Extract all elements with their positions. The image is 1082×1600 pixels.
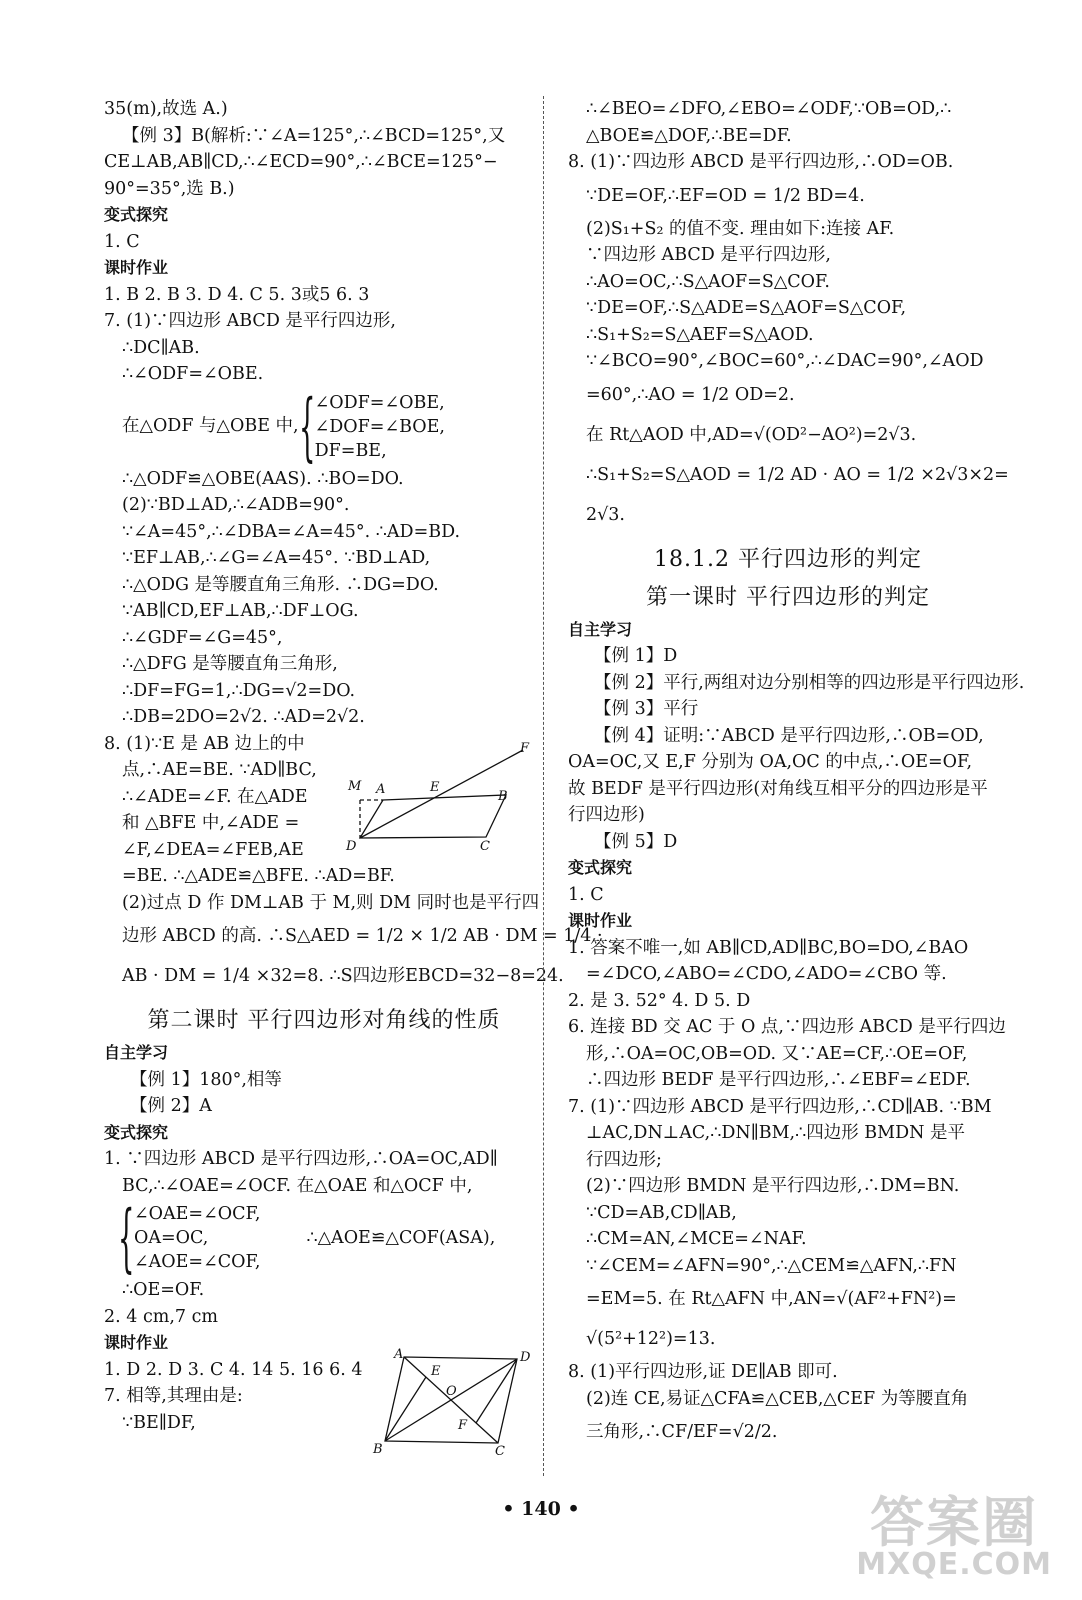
text-line: 形,∴OA=OC,OB=OD. 又∵AE=CF,∴OE=OF, xyxy=(586,1043,968,1064)
text-line: 2. 4 cm,7 cm xyxy=(104,1306,219,1327)
text-line: CE⊥AB,AB∥CD,∴∠ECD=90°,∴∠BCE=125°− xyxy=(104,152,498,172)
equation: ∠DOF=∠BOE, xyxy=(314,416,445,437)
text-line: 和 △BFE 中,∠ADE = xyxy=(122,813,300,833)
text-line: ∴DC∥AB. xyxy=(122,337,200,358)
point-label: E xyxy=(431,1364,441,1379)
text-line: (2)连 CE,易证△CFA≌△CEB,△CEF 为等腰直角 xyxy=(586,1388,969,1409)
text-line: ∴AO=OC,∴S△AOF=S△COF. xyxy=(586,271,830,292)
point-label: B xyxy=(373,1442,383,1457)
text-line: OA=OC,又 E,F 分别为 OA,OC 的中点,∴OE=OF, xyxy=(568,752,973,772)
text-line: (2)过点 D 作 DM⊥AB 于 M,则 DM 同时也是平行四 xyxy=(122,892,540,913)
text-line: 1. C xyxy=(568,884,604,905)
equation-system xyxy=(104,383,544,470)
text-line: 1. C xyxy=(104,231,140,252)
text-line: 7. (1)∵四边形 ABCD 是平行四边形, xyxy=(104,311,396,331)
point-label: A xyxy=(394,1347,404,1362)
text-line: 1. 答案不唯一,如 AB∥CD,AD∥BC,BO=DO,∠BAO xyxy=(568,937,969,958)
text-line: (2)∵BD⊥AD,∴∠ADB=90°. xyxy=(122,495,350,515)
lesson-title: 第二课时 平行四边形对角线的性质 xyxy=(147,1008,501,1033)
point-label: B xyxy=(498,789,508,804)
text-line: 点,∴AE=BE. ∵AD∥BC, xyxy=(122,760,317,780)
text-line: 1. B 2. B 3. D 4. C 5. 3或5 6. 3 xyxy=(104,284,370,305)
text-line: =∠DCO,∠ABO=∠CDO,∠ADO=∠CBO 等. xyxy=(586,964,947,984)
point-label: F xyxy=(458,1418,468,1433)
text-line: 1. D 2. D 3. C 4. 14 5. 16 6. 4 xyxy=(104,1359,363,1380)
text-line: =EM=5. 在 Rt△AFN 中,AN=√(AF²+FN²)= xyxy=(586,1289,957,1309)
point-label: C xyxy=(495,1444,505,1459)
text-line: ∵DE=OF,∴EF=OD = 1/2 BD=4. xyxy=(586,185,865,206)
watermark-text: MXQE.COM xyxy=(856,1547,1052,1582)
point-label: A xyxy=(376,782,386,797)
column-divider xyxy=(543,96,544,1476)
text-line: 行四边形; xyxy=(586,1149,662,1170)
text-line: 【例 3】平行 xyxy=(594,699,699,719)
text-line: AB · DM = 1/4 ×32=8. ∴S四边形EBCD=32−8=24. xyxy=(122,966,564,986)
text-line: 故 BEDF 是平行四边形(对角线互相平分的四边形是平 xyxy=(568,778,988,799)
text-line: ∴S₁+S₂=S△AEF=S△AOD. xyxy=(586,324,814,345)
text-line: 【例 2】平行,两组对边分别相等的四边形是平行四边形. xyxy=(594,672,1025,693)
point-label: D xyxy=(520,1350,531,1365)
text-line: ∵∠A=45°,∴∠DBA=∠A=45°. ∴AD=BD. xyxy=(122,521,461,542)
watermark-text: 答案圈 xyxy=(870,1491,1039,1554)
text-line: 行四边形) xyxy=(568,805,645,825)
text-line: ∵CD=AB,CD∥AB, xyxy=(586,1202,737,1223)
equation: ∠ODF=∠OBE, xyxy=(314,392,445,413)
text-line: BC,∴∠OAE=∠OCF. 在△OAE 和△OCF 中, xyxy=(122,1175,473,1196)
parallelogram-figure-2 xyxy=(370,1345,540,1465)
text-line: 8. (1)平行四边形,证 DE∥AB 即可. xyxy=(568,1362,838,1382)
text-line: 边形 ABCD 的高. ∴S△AED = 1/2 × 1/2 AB · DM = 1/4 · xyxy=(122,926,603,946)
text-line: 2√3. xyxy=(586,504,625,525)
text-line: ∴∠BEO=∠DFO,∠EBO=∠ODF,∵OB=OD,∴ xyxy=(586,99,952,119)
text-line: 90°=35°,选 B.) xyxy=(104,178,235,199)
section-heading: 变式探究 xyxy=(568,858,633,877)
point-label: M xyxy=(348,779,362,794)
text-line: ∵AB∥CD,EF⊥AB,∴DF⊥OG. xyxy=(122,601,359,621)
text-line: 在△ODF 与△OBE 中, xyxy=(122,416,299,437)
page-number: • 140 • xyxy=(502,1498,580,1520)
text-line: 8. (1)∵四边形 ABCD 是平行四边形,∴OD=OB. xyxy=(568,152,954,172)
text-line: ∴OE=OF. xyxy=(122,1280,205,1300)
brace-icon: { xyxy=(298,383,316,470)
chapter-title: 18.1.2 平行四边形的判定 xyxy=(654,546,922,572)
text-line: 【例 2】A xyxy=(130,1096,212,1116)
point-label: D xyxy=(346,839,357,854)
equation-system xyxy=(104,1195,544,1281)
text-line: ∴S₁+S₂=S△AOD = 1/2 AD · AO = 1/2 ×2√3×2= xyxy=(586,464,1009,485)
text-line: ∴∠ODF=∠OBE. xyxy=(122,364,264,384)
text-line: 在 Rt△AOD 中,AD=√(OD²−AO²)=2√3. xyxy=(586,424,917,445)
text-line: ∴△DFG 是等腰直角三角形, xyxy=(122,654,338,674)
text-line: ∴∠ADE=∠F. 在△ADE xyxy=(122,786,308,807)
text-line: ∵DE=OF,∴S△ADE=S△AOF=S△COF, xyxy=(586,298,907,318)
section-heading: 课时作业 xyxy=(568,911,633,930)
text-line: 【例 3】B(解析:∵∠A=125°,∴∠BCD=125°,又 xyxy=(122,125,506,146)
text-line: ⊥AC,DN⊥AC,∴DN∥BM,∴四边形 BMDN 是平 xyxy=(586,1123,965,1143)
text-line: 8. (1)∵E 是 AB 边上的中 xyxy=(104,733,305,754)
text-line: ∴△AOE≌△COF(ASA), xyxy=(306,1227,496,1248)
text-line: ∴CM=AN,∠MCE=∠NAF. xyxy=(586,1229,807,1249)
text-line: =BE. ∴△ADE≌△BFE. ∴AD=BF. xyxy=(122,866,395,886)
section-heading: 课时作业 xyxy=(104,1333,169,1352)
text-line: 三角形,∴CF/EF=√2/2. xyxy=(586,1422,778,1442)
text-line: ∴△ODF≌△OBE(AAS). ∴BO=DO. xyxy=(122,468,404,489)
point-label: F xyxy=(520,741,530,756)
brace-icon: { xyxy=(118,1195,135,1281)
text-line: (2)∵四边形 BMDN 是平行四边形,∴DM=BN. xyxy=(586,1176,960,1196)
section-heading: 自主学习 xyxy=(104,1043,169,1062)
text-line: ∵∠CEM=∠AFN=90°,∴△CEM≌△AFN,∴FN xyxy=(586,1255,957,1276)
text-line: √(5²+12²)=13. xyxy=(586,1329,716,1349)
point-label: O xyxy=(446,1384,457,1399)
text-line: ∴DB=2DO=2√2. ∴AD=2√2. xyxy=(122,707,365,727)
point-label: C xyxy=(480,839,490,854)
text-line: 【例 1】180°,相等 xyxy=(130,1069,282,1090)
text-line: 6. 连接 BD 交 AC 于 O 点,∵四边形 ABCD 是平行四边 xyxy=(568,1017,1006,1037)
equation: ∠OAE=∠OCF, xyxy=(134,1204,261,1224)
section-heading: 课时作业 xyxy=(104,258,169,277)
text-line: ∵四边形 ABCD 是平行四边形, xyxy=(586,245,831,265)
text-line: =60°,∴AO = 1/2 OD=2. xyxy=(586,384,795,405)
section-heading: 变式探究 xyxy=(104,205,169,224)
text-line: ∴四边形 BEDF 是平行四边形,∴∠EBF=∠EDF. xyxy=(586,1070,971,1090)
text-line: ∵∠BCO=90°,∠BOC=60°,∴∠DAC=90°,∠AOD xyxy=(586,351,984,371)
text-line: 7. (1)∵四边形 ABCD 是平行四边形,∴CD∥AB. ∵BM xyxy=(568,1096,992,1117)
section-heading: 自主学习 xyxy=(568,619,633,639)
watermark-logo xyxy=(856,1491,1052,1582)
text-line: ∴△ODG 是等腰直角三角形. ∴DG=DO. xyxy=(122,574,439,595)
text-line: ∠F,∠DEA=∠FEB,AE xyxy=(122,839,304,860)
text-line: 1. ∵四边形 ABCD 是平行四边形,∴OA=OC,AD∥ xyxy=(104,1149,498,1169)
equation: ∠AOE=∠COF, xyxy=(134,1252,261,1272)
text-line: ∵BE∥DF, xyxy=(122,1412,196,1433)
text-line: 2. 是 3. 52° 4. D 5. D xyxy=(568,990,751,1011)
text-line: ∴∠GDF=∠G=45°, xyxy=(122,627,283,648)
text-line: △BOE≌△DOF,∴BE=DF. xyxy=(586,125,792,146)
text-line: (2)S₁+S₂ 的值不变. 理由如下:连接 AF. xyxy=(586,218,895,239)
text-line: 35(m),故选 A.) xyxy=(104,99,228,119)
text-line: 【例 5】D xyxy=(594,831,678,852)
point-label: E xyxy=(430,780,440,795)
right-column xyxy=(568,96,1025,1452)
equation: DF=BE, xyxy=(314,440,387,461)
equation: OA=OC, xyxy=(134,1228,209,1248)
text-line: 【例 1】D xyxy=(594,646,678,666)
text-line: 【例 4】证明:∵ABCD 是平行四边形,∴OB=OD, xyxy=(594,725,984,746)
lesson-title: 第一课时 平行四边形的判定 xyxy=(646,584,930,610)
text-line: 7. 相等,其理由是: xyxy=(104,1386,243,1406)
section-heading: 变式探究 xyxy=(104,1122,169,1142)
parallelogram-figure-1 xyxy=(338,740,538,860)
text-line: ∴DF=FG=1,∴DG=√2=DO. xyxy=(122,680,356,701)
text-line: ∵EF⊥AB,∴∠G=∠A=45°. ∵BD⊥AD, xyxy=(122,548,431,568)
